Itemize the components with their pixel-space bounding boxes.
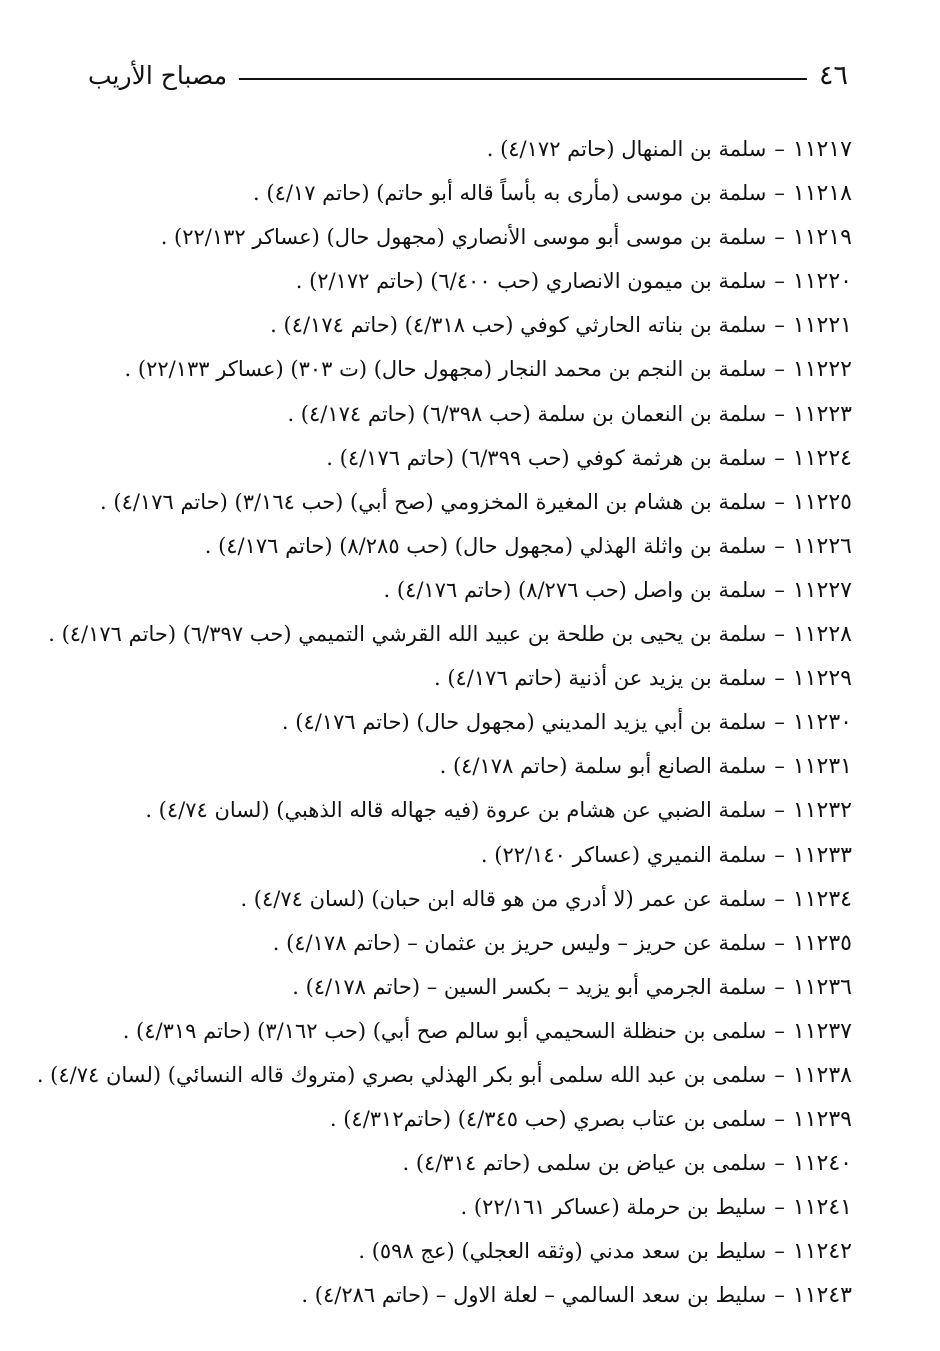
entry-separator: – (774, 886, 785, 911)
entry-number: ١١٢٣٩ (792, 1107, 852, 1133)
entry-separator: – (774, 577, 785, 602)
list-item (62, 480, 852, 524)
entry-separator: – (774, 1062, 785, 1087)
page-header (88, 58, 848, 94)
entry-text: سليط بن سعد السالمي – لعلة الاول – (حاتم ٤/٢٨٦) . (301, 1283, 767, 1308)
entry-text: سلمة الصانع أبو سلمة (حاتم ٤/١٧٨) . (439, 754, 767, 779)
entry-separator: – (774, 710, 785, 735)
list-item (62, 1097, 852, 1141)
header-rule (239, 78, 807, 80)
entry-text: سلمة النميري (عساكر ٢٢/١٤٠) . (480, 842, 767, 867)
entry-number: ١١٢٢٣ (792, 401, 852, 427)
entry-separator: – (774, 357, 785, 382)
entry-text: سلمة عن حريز – وليس حريز بن عثمان – (حاتم ٤/١٧٨) . (272, 930, 767, 955)
list-item (62, 700, 852, 744)
list-item (62, 744, 852, 788)
entry-number: ١١٢٣٧ (792, 1018, 852, 1044)
entry-number: ١١٢٢٦ (792, 533, 852, 559)
entry-number: ١١٢٣٦ (792, 974, 852, 1000)
list-item (62, 1273, 852, 1317)
list-item (62, 392, 852, 436)
entry-text: سلمى بن عياض بن سلمى (حاتم ٤/٣١٤) . (402, 1151, 767, 1176)
running-title: مصباح الأريب (88, 61, 228, 90)
entry-separator: – (774, 1283, 785, 1308)
list-item (62, 833, 852, 877)
entry-separator: – (774, 1107, 785, 1132)
list-item (62, 303, 852, 347)
entry-number: ١١٢٣٨ (792, 1062, 852, 1088)
entry-separator: – (774, 1195, 785, 1220)
entry-text: سلمة بن يزيد عن أذنية (حاتم ٤/١٧٦) . (433, 666, 767, 691)
entry-text: سلمة الجرمي أبو يزيد – بكسر السين – (حاتم ٤/١٧٨) . (292, 974, 767, 999)
list-item (62, 127, 852, 171)
entry-text: سلمة بن ميمون الانصاري (حب ٦/٤٠٠) (حاتم ٢/١٧٢) . (295, 269, 767, 294)
entry-number: ١١٢٤٠ (792, 1151, 852, 1177)
entry-text: سلمة عن عمر (لا أدري من هو قاله ابن حبان) (لسان ٤/٧٤) . (240, 886, 767, 911)
list-item (62, 1141, 852, 1185)
entry-text: سلمى بن حنظلة السحيمي أبو سالم صح أبي) (حب ٣/١٦٢) (حاتم ٤/٣١٩) . (122, 1018, 767, 1043)
entry-number: ١١٢٢١ (792, 313, 852, 339)
entry-number: ١١٢٤١ (792, 1195, 852, 1221)
entry-text: سلمة بن المنهال (حاتم ٤/١٧٢) . (486, 137, 767, 161)
entry-number: ١١٢٢٩ (792, 666, 852, 692)
entry-number: ١١٢٢٠ (792, 269, 852, 295)
entry-separator: – (774, 137, 785, 161)
entry-text: سلمى بن عبد الله سلمى أبو بكر الهذلي بصري (متروك قاله النسائي) (لسان ٤/٧٤) . (36, 1062, 767, 1087)
entry-separator: – (774, 269, 785, 294)
list-item (62, 347, 852, 391)
entry-separator: – (774, 533, 785, 558)
list-item (62, 1009, 852, 1053)
entry-separator: – (774, 445, 785, 470)
entry-number: ١١٢١٩ (792, 225, 852, 251)
entry-text: سلمة بن واصل (حب ٨/٢٧٦) (حاتم ٤/١٧٦) . (383, 577, 767, 602)
entry-number: ١١٢٣١ (792, 754, 852, 780)
entry-separator: – (774, 622, 785, 647)
entry-number: ١١٢٢٤ (792, 445, 852, 471)
entry-separator: – (774, 313, 785, 338)
entry-number: ١١٢١٧ (792, 137, 852, 162)
entry-text: سلمة بن واثلة الهذلي (مجهول حال) (حب ٨/٢٨٥) (حاتم ٤/١٧٦) . (204, 533, 767, 558)
entry-separator: – (774, 754, 785, 779)
entry-text: سلمة بن هرثمة كوفي (حب ٦/٣٩٩) (حاتم ٤/١٧٦) . (326, 445, 767, 470)
entry-separator: – (774, 1239, 785, 1264)
list-item (62, 171, 852, 215)
entry-text: سلمى بن عتاب بصري (حب ٤/٣٤٥) (حاتم٤/٣١٢) . (329, 1107, 767, 1132)
page-number: ٤٦ (818, 60, 848, 91)
list-item (62, 436, 852, 480)
entry-separator: – (774, 666, 785, 691)
entry-text: سلمة بن بناته الحارثي كوفي (حب ٤/٣١٨) (حاتم ٤/١٧٤) . (270, 313, 767, 338)
entry-text: سلمة بن النجم بن محمد النجار (مجهول حال) (ت ٣٠٣) (عساكر ٢٢/١٣٣) . (124, 357, 767, 382)
entry-text: سلمة بن النعمان بن سلمة (حب ٦/٣٩٨) (حاتم ٤/١٧٤) . (287, 401, 767, 426)
entry-number: ١١٢٣٣ (792, 842, 852, 868)
entry-text: سلمة بن هشام بن المغيرة المخزومي (صح أبي) (حب ٣/١٦٤) (حاتم ٤/١٧٦) . (100, 489, 767, 514)
entry-number: ١١٢١٨ (792, 181, 852, 207)
entry-text: سليط بن سعد مدني (وثقه العجلي) (عج ٥٩٨) . (358, 1239, 767, 1264)
entry-number: ١١٢٢٢ (792, 357, 852, 383)
list-item (62, 568, 852, 612)
entry-separator: – (774, 974, 785, 999)
entry-text: سليط بن حرملة (عساكر ٢٢/١٦١) . (460, 1195, 767, 1220)
entry-number: ١١٢٢٧ (792, 577, 852, 603)
entry-separator: – (774, 1151, 785, 1176)
list-item (62, 877, 852, 921)
entry-number: ١١٢٣٤ (792, 886, 852, 912)
list-item (62, 656, 852, 700)
entry-number: ١١٢٣٠ (792, 710, 852, 736)
list-item (62, 965, 852, 1009)
entry-text: سلمة بن أبي يزيد المديني (مجهول حال) (حاتم ٤/١٧٦) . (281, 710, 767, 735)
entry-text: سلمة بن يحيى بن طلحة بن عبيد الله القرشي التميمي (حب ٦/٣٩٧) (حاتم ٤/١٧٦) . (48, 622, 767, 647)
entry-number: ١١٢٢٨ (792, 622, 852, 648)
entry-separator: – (774, 225, 785, 250)
list-item (62, 1185, 852, 1229)
entry-separator: – (774, 489, 785, 514)
entry-separator: – (774, 1018, 785, 1043)
entry-separator: – (774, 401, 785, 426)
list-item (48, 612, 852, 656)
list-item (62, 259, 852, 303)
entry-text: سلمة الضبي عن هشام بن عروة (فيه جهاله قاله الذهبي) (لسان ٤/٧٤) . (145, 798, 767, 823)
entry-number: ١١٢٣٥ (792, 930, 852, 956)
list-item (62, 788, 852, 832)
entry-number: ١١٢٣٢ (792, 798, 852, 824)
list-item (62, 921, 852, 965)
entry-text: سلمة بن موسى (مأرى به بأساً قاله أبو حاتم) (حاتم ٤/١٧) . (253, 181, 767, 206)
list-item (62, 215, 852, 259)
entry-text: سلمة بن موسى أبو موسى الأنصاري (مجهول حال) (عساكر ٢٢/١٣٢) . (160, 225, 767, 250)
entry-separator: – (774, 798, 785, 823)
entry-separator: – (774, 181, 785, 206)
list-item (62, 524, 852, 568)
list-item (62, 1229, 852, 1273)
entry-list (36, 127, 852, 1318)
list-item (36, 1053, 852, 1097)
entry-number: ١١٢٢٥ (792, 489, 852, 515)
entry-separator: – (774, 842, 785, 867)
entry-number: ١١٢٤٢ (792, 1239, 852, 1265)
entry-number: ١١٢٤٣ (792, 1283, 852, 1309)
entry-separator: – (774, 930, 785, 955)
